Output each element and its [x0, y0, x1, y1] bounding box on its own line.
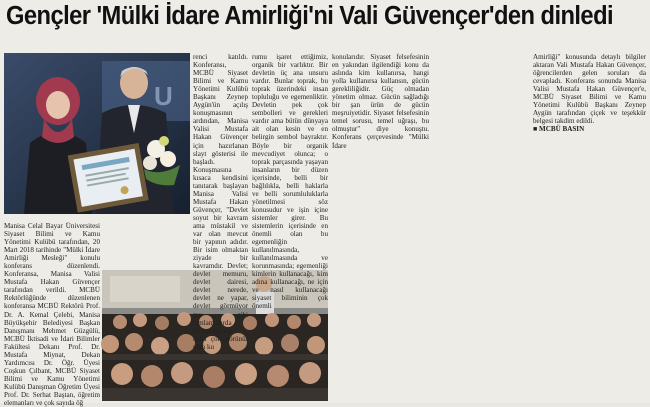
svg-text:U: U [154, 81, 173, 111]
column-5-text: Amirliği" konusunda detaylı bilgiler aktaran Vali Mustafa Hakan Güvençer, öğrencilerden gelen soruları da cevapladı. Konferans sonunda Manisa Valisi Mustafa Hakan Güvençer'e, MCBÜ Siyaset Bilimi ve Kamu Yönetimi Kulübü Başkanı Zeynep Aygün tarafından çiçek ve teşekkür belgesi takdim edildi. [533, 53, 646, 126]
article-column-2 [193, 53, 248, 351]
article-column-4 [332, 53, 429, 173]
byline: ■ MCBÜ BASIN [533, 125, 585, 134]
column-2-text: renci katıldı. Konferansı, MCBÜ Siyaset Bilimi ve Kamu Yönetimi Kulübü Başkanı Zeynep Aygün'ün açılış konuşmasının ardından, Manisa Valisi Mustafa Hakan Güvençer için hazırlanan slayt gösterisi ile başladı. Konuşmasına kısaca kendisini tanıtarak başlayan Manisa Valisi Mustafa Hakan Güvençer, "Devlet soyut bir kavram ama müstakil ve var olan mevcut bir yapının adıdır. Bir isim olmaktan ziyade bir kavramdır. Devlet; devlet memuru, devlet dairesi, devlet nerede, devlet ne yapar, devlet görmüyor mu gibi tamlamalarda kullandığımız, daha çok görünür olan ku [193, 53, 248, 351]
column-3-text: rumu işaret ettiğimiz, organik bir varlıktır. Bir devletin üç ana unsuru vardır. Bunlar toprak, bu toprak üzerindeki insan topluluğu ve egemenliktir. Devletin pek çok sembolleri ve gerekleri vardır ama bütün dünyaya ait olan kesin ve en belirgin sembol bayraktır. Böyle bir organik mevcudiyet olunca; o toprak parçasında yaşayan insanların bir düzen içerisinde, belli bir bağlılıkla, belli haklarla ve belli sorumluluklarla yönetilmesi söz konusudur ve işin içine sistemler girer. Bu sistemlerin içerisinde en önemli olan bu egemenliğin kullanılmasında, kullanılmasında ve korunmasında; egemenliği kimlerin kullanacağı, kim adına kullanacağı, ne için ve nasıl kullanacağı siyaset biliminin çok önemli [252, 53, 328, 311]
article-column-5 [533, 53, 646, 173]
column-1-text: Manisa Celal Bayar Üniversitesi Siyaset Bilimi ve Kamu Yönetimi Kulübü tarafından, 20 Mart 2018 tarihinde "Mülki İdare Amirliği Mesleği" konulu konferans düzenlendi. Konferansa, Manisa Valisi Mustafa Hakan Güvençer tarafından verildi. MCBÜ Rektörlüğünde düzenlenen konferansa MCBÜ Rektörü Prof. Dr. A. Kemal Çelebi, Manisa Büyükşehir Belediyesi Başkan Danışmanı Mehmet Güzgülü, MCBÜ İktisadi ve İdari Bilimler Fakültesi Dekanı Prof. Dr. Mustafa Miynat, Dekan Yardımcısı Dr. Öğr. Üyesi Coşkun Çılbant, MCBÜ Siyaset Bilimi ve Kamu Yönetimi Kulübü Danışman Öğretim Üyesi Prof. Dr. Serhat Baştan, öğretim elemanları ve çok sayıda öğ [4, 222, 100, 407]
article-column-1 [4, 222, 100, 407]
headline: Gençler 'Mülki İdare Amirliği'ni Vali Güvençer'den dinledi [6, 2, 614, 30]
article-column-3 [252, 53, 328, 311]
award-ceremony-photo [4, 53, 190, 214]
column-4-text: konularıdır. Siyaset felsefesinin en yakından ilgilendiği konu da aslında kim kullanırsa, hangi yolla kullanırsa kullansın, gücün gerekliliğidir. Güç olmadan yönetim olmaz. Gücün sağladığı bir şan ürün de gücün meşruiyetidir. Siyaset felsefesinin temel sorusu, temel uğraşı, bu olmuştur" diye konuştu. Konferans çerçevesinde "Mülki İdare [332, 53, 429, 150]
